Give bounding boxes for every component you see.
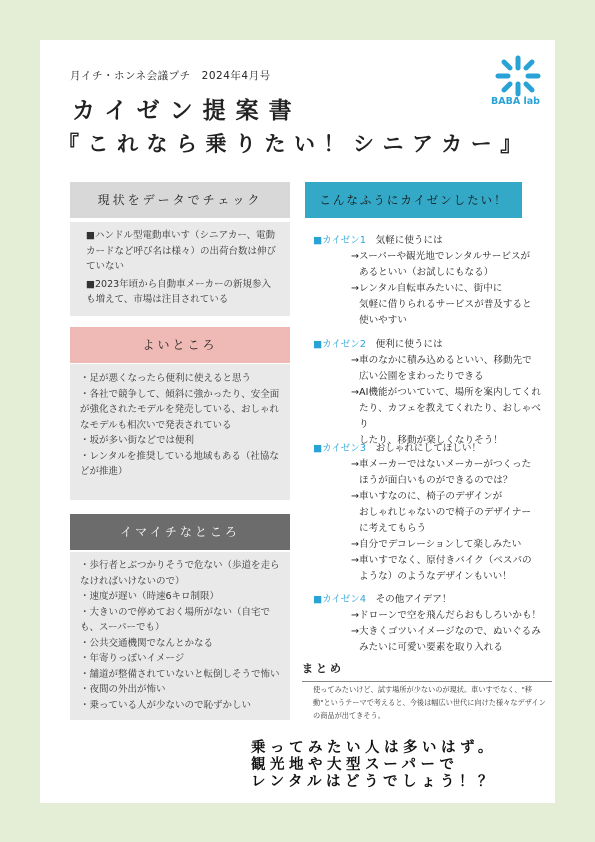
kaizen-line: →車いすなのに、椅子のデザインが (351, 491, 503, 502)
kaizen-heading: こんなふうにカイゼンしたい！ (305, 182, 522, 218)
kaizen-line: →自分でデコレーションして楽しみたい (351, 539, 522, 550)
bad-item: ・歩行者とぶつかりそうで危ない（歩道を走らなければいけないので） (80, 560, 280, 587)
kaizen-line: →レンタル自転車みたいに、街中に (351, 283, 503, 294)
kaizen-3 (313, 441, 548, 585)
kaizen-1-label: ■カイゼン1 (313, 235, 366, 246)
kaizen-line: →車いすでなく、原付きバイク（ベスパの (351, 555, 532, 566)
kaizen-line: →AI機能がついていて、場所を案内してくれ (351, 387, 541, 398)
summary-body: 使ってみたいけど、試す場所が少ないのが現状。車いすでなく、"移動"というテーマで考えると、今後は幅広い世代に向けた様々なデザインの商品が出てきそう。 (313, 685, 546, 720)
kaizen-line: ような）のようなデザインもいい！ (359, 571, 512, 582)
closing-line: 乗ってみたい人は多いはず。 (251, 740, 497, 756)
good-item: ・レンタルを推奨している地域もある（社協などが推進） (80, 450, 279, 477)
bad-item: ・公共交通機関でなんとかなる (80, 637, 214, 649)
good-item: ・坂が多い街などでは便利 (80, 435, 195, 446)
kaizen-line: したり、移動が楽しくなりそう！ (359, 435, 503, 446)
kaizen-line: みたいに可愛い要素を取り入れる (359, 642, 503, 653)
kaizen-line: →ドローンで空を飛んだらおもしろいかも！ (351, 610, 542, 621)
bad-item: ・乗っている人が少ないので恥ずかしい (80, 699, 252, 711)
current-item: ■ハンドル型電動車いす（シニアカー、電動カードなど呼び名は様々）の出荷台数は伸びていない (86, 230, 277, 272)
kaizen-line: あるといい（お試しにもなる） (359, 267, 494, 278)
logo-text: BABA lab (491, 96, 540, 107)
kaizen-2 (313, 337, 548, 449)
closing-line: レンタルはどうでしょう！？ (251, 774, 498, 790)
bad-item: ・夜間の外出が怖い (80, 684, 166, 695)
good-item: ・各社で競争して、傾斜に強かったり、安全面が強化されたモデルを発売している、おしゃれなモデルも相次いで発表されている (80, 388, 280, 431)
kaizen-4-title: その他アイデア！ (375, 594, 452, 605)
summary-divider (302, 681, 552, 682)
kaizen-line: →大きくゴツいイメージなので、ぬいぐるみ (351, 626, 541, 637)
kaizen-line: 気軽に借りられるサービスが普及すると (359, 299, 532, 310)
bad-heading: イマイチなところ (70, 514, 290, 550)
kaizen-line: ほうが面白いものができるのでは？ (359, 475, 513, 486)
kaizen-1-title: 気軽に使うには (375, 235, 443, 246)
summary-heading: まとめ (302, 662, 344, 675)
page-title: カイゼン提案書 (72, 98, 302, 124)
kaizen-line: 広い公園をまわったりできる (359, 371, 484, 382)
kaizen-2-title: 便利に使うには (375, 339, 443, 350)
kaizen-line: →車メーカーではないメーカーがつくった (351, 459, 532, 470)
kaizen-3-label: ■カイゼン3 (313, 443, 366, 454)
bad-item: ・大きいので停めておく場所がない（自宅でも、スーパーでも） (80, 606, 271, 633)
kaizen-line: に考えてもらう (359, 523, 427, 534)
current-item: ■2023年頃から自動車メーカーの新規参入も増えて、市場は注目されている (86, 278, 271, 305)
kaizen-4-label: ■カイゼン4 (313, 594, 366, 605)
closing-line: 観光地や大型スーパーで (251, 757, 459, 773)
current-heading: 現状をデータでチェック (70, 182, 290, 218)
kaizen-4 (313, 592, 548, 656)
kaizen-line: 使いやすい (359, 315, 407, 326)
page-subtitle: 『これなら乗りたい！シニアカー』 (58, 132, 530, 156)
bad-box (70, 552, 290, 720)
kaizen-3-title: おしゃれにしてほしい！ (375, 443, 482, 454)
kaizen-line: →スーパーや観光地でレンタルサービスが (351, 251, 531, 262)
kaizen-2-label: ■カイゼン2 (313, 339, 366, 350)
issue-line: 月イチ・ホンネ会議プチ 2024年4月号 (70, 70, 271, 82)
kaizen-line: →車のなかに積み込めるといい、移動先で (351, 355, 532, 366)
bad-item: ・年寄りっぽいイメージ (80, 653, 185, 664)
kaizen-line: たり、カフェを教えてくれたり、おしゃべり (359, 403, 541, 430)
closing-message (251, 740, 497, 791)
current-box (70, 222, 290, 316)
bad-item: ・舗道が整備されていないと転倒しそうで怖い (80, 668, 280, 680)
good-heading: よいところ (70, 327, 290, 363)
kaizen-1 (313, 233, 548, 329)
kaizen-line: おしゃれじゃないので椅子のデザイナー (359, 507, 532, 518)
good-box (70, 364, 290, 500)
good-item: ・足が悪くなったら便利に使えると思う (80, 373, 252, 384)
bad-item: ・速度が遅い（時速6キロ制限） (80, 591, 220, 602)
